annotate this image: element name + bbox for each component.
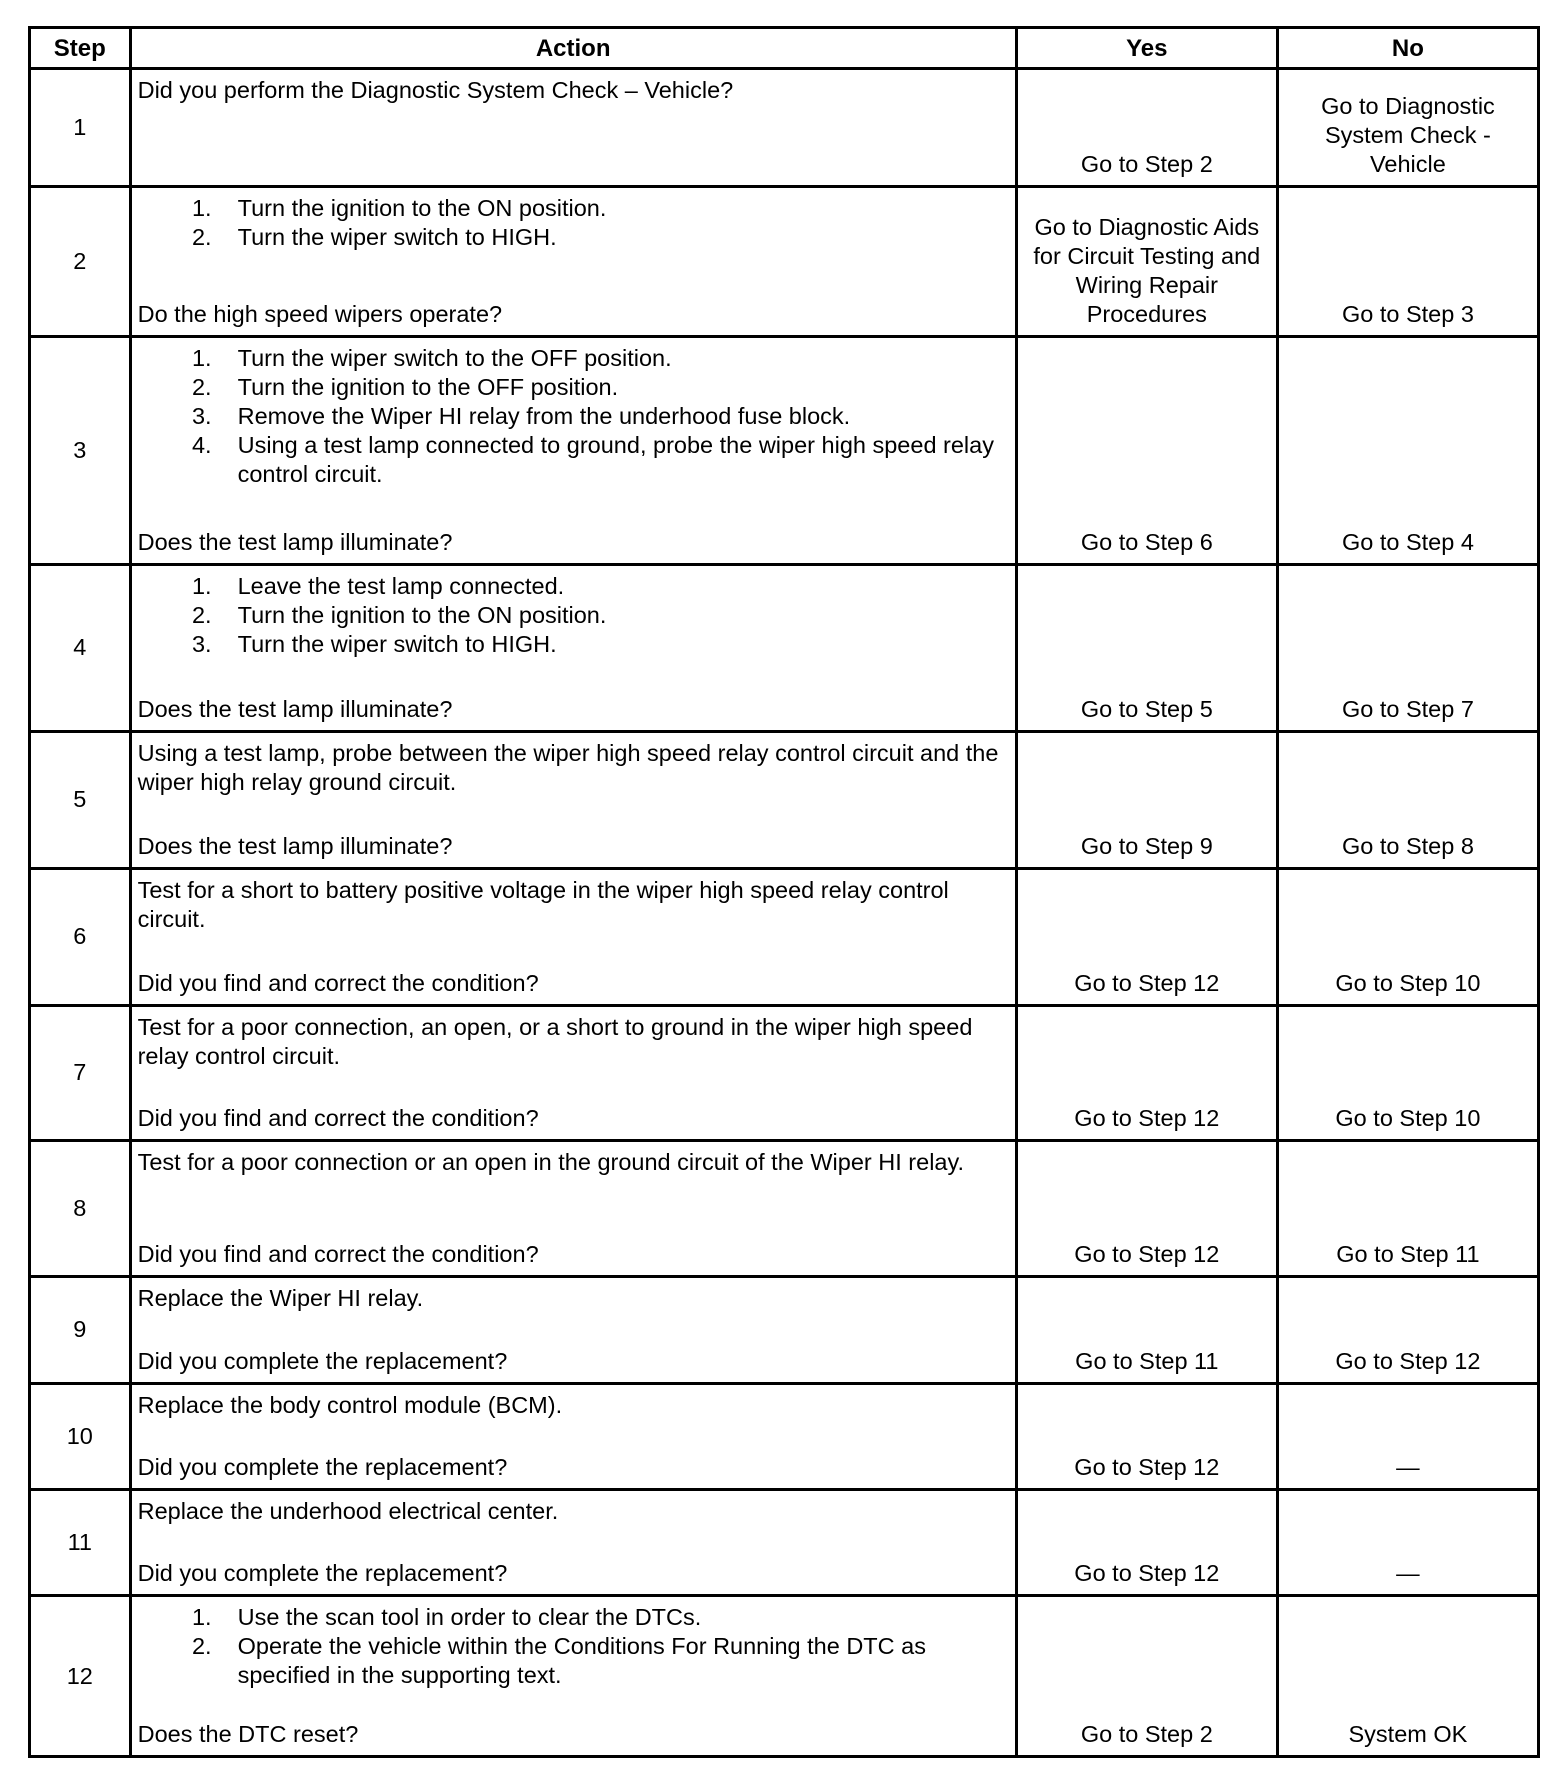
action-step-number: 2. <box>191 601 212 628</box>
action-body <box>138 76 1011 105</box>
action-question: Did you find and correct the condition? <box>137 1105 539 1132</box>
action-body <box>138 572 1011 659</box>
action-question: Did you complete the replacement? <box>137 1454 508 1481</box>
action-step-item <box>138 1603 1011 1632</box>
action-question: Does the test lamp illuminate? <box>137 833 453 860</box>
action-step-text: Using a test lamp connected to ground, probe the wiper high speed relay control circuit. <box>237 431 994 487</box>
action-step-item <box>138 344 1011 373</box>
yes-result: Go to Step 2 <box>1016 69 1277 187</box>
yes-result: Go to Step 12 <box>1016 869 1277 1005</box>
action-step-text: Operate the vehicle within the Conditions For Running the DTC as specified in the supporting text. <box>237 1633 926 1689</box>
action-step-number: 1. <box>191 572 212 599</box>
action-content <box>138 344 1011 557</box>
yes-result: Go to Step 2 <box>1016 1596 1277 1757</box>
yes-result: Go to Diagnostic Aids for Circuit Testing and Wiring Repair Procedures <box>1016 186 1277 336</box>
action-step-text: Turn the ignition to the ON position. <box>237 194 607 221</box>
action-step-number: 1. <box>191 194 212 221</box>
action-cell <box>130 69 1016 187</box>
action-text: Test for a poor connection, an open, or a short to ground in the wiper high speed relay control circuit. <box>137 1013 973 1069</box>
step-number: 10 <box>30 1383 131 1489</box>
table-row <box>30 1490 1539 1596</box>
yes-result: Go to Step 9 <box>1016 731 1277 869</box>
action-text: Test for a short to battery positive voltage in the wiper high speed relay control circuit. <box>137 877 949 933</box>
action-question: Do the high speed wipers operate? <box>137 300 503 327</box>
action-body <box>138 1013 1011 1071</box>
action-body <box>138 1391 1011 1420</box>
yes-result: Go to Step 6 <box>1016 336 1277 564</box>
table-row <box>30 69 1539 187</box>
action-step-text: Use the scan tool in order to clear the DTCs. <box>237 1604 702 1631</box>
table-row <box>30 1383 1539 1489</box>
step-number: 7 <box>30 1005 131 1140</box>
no-result: System OK <box>1277 1596 1538 1757</box>
action-body <box>138 1148 1011 1177</box>
header-row <box>30 28 1539 69</box>
table-row <box>30 1005 1539 1140</box>
no-result: Go to Step 11 <box>1277 1141 1538 1276</box>
action-cell <box>130 731 1016 869</box>
action-cell <box>130 1490 1016 1596</box>
action-question: Does the test lamp illuminate? <box>137 528 453 555</box>
step-number: 9 <box>30 1276 131 1383</box>
action-question: Does the DTC reset? <box>137 1721 359 1747</box>
action-step-item <box>138 572 1011 601</box>
action-step-item <box>138 402 1011 431</box>
action-step-number: 2. <box>191 1633 212 1660</box>
no-result: Go to Step 3 <box>1277 186 1538 336</box>
yes-result: Go to Step 12 <box>1016 1490 1277 1596</box>
no-result: Go to Step 10 <box>1277 869 1538 1005</box>
no-result: Go to Step 4 <box>1277 336 1538 564</box>
yes-result: Go to Step 12 <box>1016 1005 1277 1140</box>
no-result: — <box>1277 1383 1538 1489</box>
action-step-text: Turn the ignition to the OFF position. <box>237 373 619 400</box>
action-steps <box>138 194 1011 252</box>
action-content <box>138 194 1011 329</box>
action-step-item <box>138 373 1011 402</box>
yes-result: Go to Step 11 <box>1016 1276 1277 1383</box>
step-number: 6 <box>30 869 131 1005</box>
action-cell <box>130 1596 1016 1757</box>
header-yes: Yes <box>1016 28 1277 69</box>
yes-result: Go to Step 12 <box>1016 1383 1277 1489</box>
action-body <box>138 344 1011 489</box>
action-cell <box>130 869 1016 1005</box>
action-body <box>138 194 1011 252</box>
action-step-text: Turn the wiper switch to HIGH. <box>237 223 557 250</box>
action-step-item <box>138 630 1011 659</box>
action-content <box>138 1013 1011 1133</box>
action-step-text: Turn the wiper switch to the OFF position. <box>237 344 672 371</box>
action-step-text: Remove the Wiper HI relay from the underhood fuse block. <box>237 402 851 429</box>
action-step-number: 3. <box>191 402 212 429</box>
action-steps <box>138 344 1011 489</box>
action-content <box>138 1284 1011 1376</box>
action-text: Test for a poor connection or an open in the ground circuit of the Wiper HI relay. <box>137 1149 965 1176</box>
action-question: Does the test lamp illuminate? <box>137 695 453 722</box>
action-cell <box>130 186 1016 336</box>
action-text: Did you perform the Diagnostic System Check – Vehicle? <box>137 77 734 103</box>
action-question: Did you complete the replacement? <box>137 1560 508 1587</box>
table-row <box>30 186 1539 336</box>
no-result: Go to Step 10 <box>1277 1005 1538 1140</box>
no-result: Go to Step 8 <box>1277 731 1538 869</box>
action-step-text: Leave the test lamp connected. <box>237 572 565 599</box>
action-content <box>138 572 1011 724</box>
action-step-item <box>138 431 1011 489</box>
step-number: 11 <box>30 1490 131 1596</box>
action-step-item <box>138 601 1011 630</box>
header-step: Step <box>30 28 131 69</box>
action-steps <box>138 572 1011 659</box>
action-cell <box>130 336 1016 564</box>
table-row <box>30 731 1539 869</box>
action-text: Replace the underhood electrical center. <box>137 1498 559 1525</box>
action-step-number: 2. <box>191 373 212 400</box>
action-steps <box>138 1603 1011 1690</box>
action-cell <box>130 1141 1016 1276</box>
action-question: Did you find and correct the condition? <box>137 969 539 996</box>
action-cell <box>130 564 1016 731</box>
action-question: Did you find and correct the condition? <box>137 1240 539 1267</box>
action-content <box>138 1148 1011 1268</box>
no-result: Go to Diagnostic System Check - Vehicle <box>1277 69 1538 187</box>
step-number: 3 <box>30 336 131 564</box>
table-row <box>30 336 1539 564</box>
no-result: — <box>1277 1490 1538 1596</box>
table-row <box>30 869 1539 1005</box>
table-row <box>30 1596 1539 1757</box>
action-step-number: 2. <box>191 223 212 250</box>
action-body <box>138 876 1011 934</box>
action-text: Using a test lamp, probe between the wiper high speed relay control circuit and the wiper high relay ground circuit. <box>137 739 999 795</box>
action-content <box>138 1391 1011 1482</box>
step-number: 8 <box>30 1141 131 1276</box>
action-body <box>138 1284 1011 1313</box>
table-row <box>30 1276 1539 1383</box>
step-number: 12 <box>30 1596 131 1757</box>
action-body <box>138 1497 1011 1526</box>
yes-result: Go to Step 5 <box>1016 564 1277 731</box>
action-cell <box>130 1276 1016 1383</box>
action-step-number: 1. <box>191 1604 212 1631</box>
action-body <box>138 739 1011 797</box>
action-step-item <box>138 223 1011 252</box>
step-number: 2 <box>30 186 131 336</box>
action-step-item <box>138 194 1011 223</box>
action-step-item <box>138 1632 1011 1690</box>
action-step-number: 3. <box>191 630 212 657</box>
table-row <box>30 1141 1539 1276</box>
step-number: 4 <box>30 564 131 731</box>
action-text: Replace the body control module (BCM). <box>137 1391 563 1418</box>
action-cell <box>130 1383 1016 1489</box>
action-question: Did you complete the replacement? <box>137 1347 508 1374</box>
no-result: Go to Step 12 <box>1277 1276 1538 1383</box>
action-content <box>138 76 1011 179</box>
yes-result: Go to Step 12 <box>1016 1141 1277 1276</box>
action-step-number: 1. <box>191 344 212 371</box>
diagnostic-table <box>28 26 1540 1758</box>
action-text: Replace the Wiper HI relay. <box>137 1284 424 1311</box>
header-no: No <box>1277 28 1538 69</box>
action-body <box>138 1603 1011 1690</box>
header-action: Action <box>130 28 1016 69</box>
action-cell <box>130 1005 1016 1140</box>
action-content <box>138 1603 1011 1749</box>
table-row <box>30 564 1539 731</box>
no-result: Go to Step 7 <box>1277 564 1538 731</box>
action-content <box>138 876 1011 997</box>
action-step-number: 4. <box>191 431 212 458</box>
step-number: 1 <box>30 69 131 187</box>
step-number: 5 <box>30 731 131 869</box>
action-step-text: Turn the wiper switch to HIGH. <box>237 630 557 657</box>
action-content <box>138 739 1011 862</box>
action-content <box>138 1497 1011 1588</box>
action-step-text: Turn the ignition to the ON position. <box>237 601 607 628</box>
